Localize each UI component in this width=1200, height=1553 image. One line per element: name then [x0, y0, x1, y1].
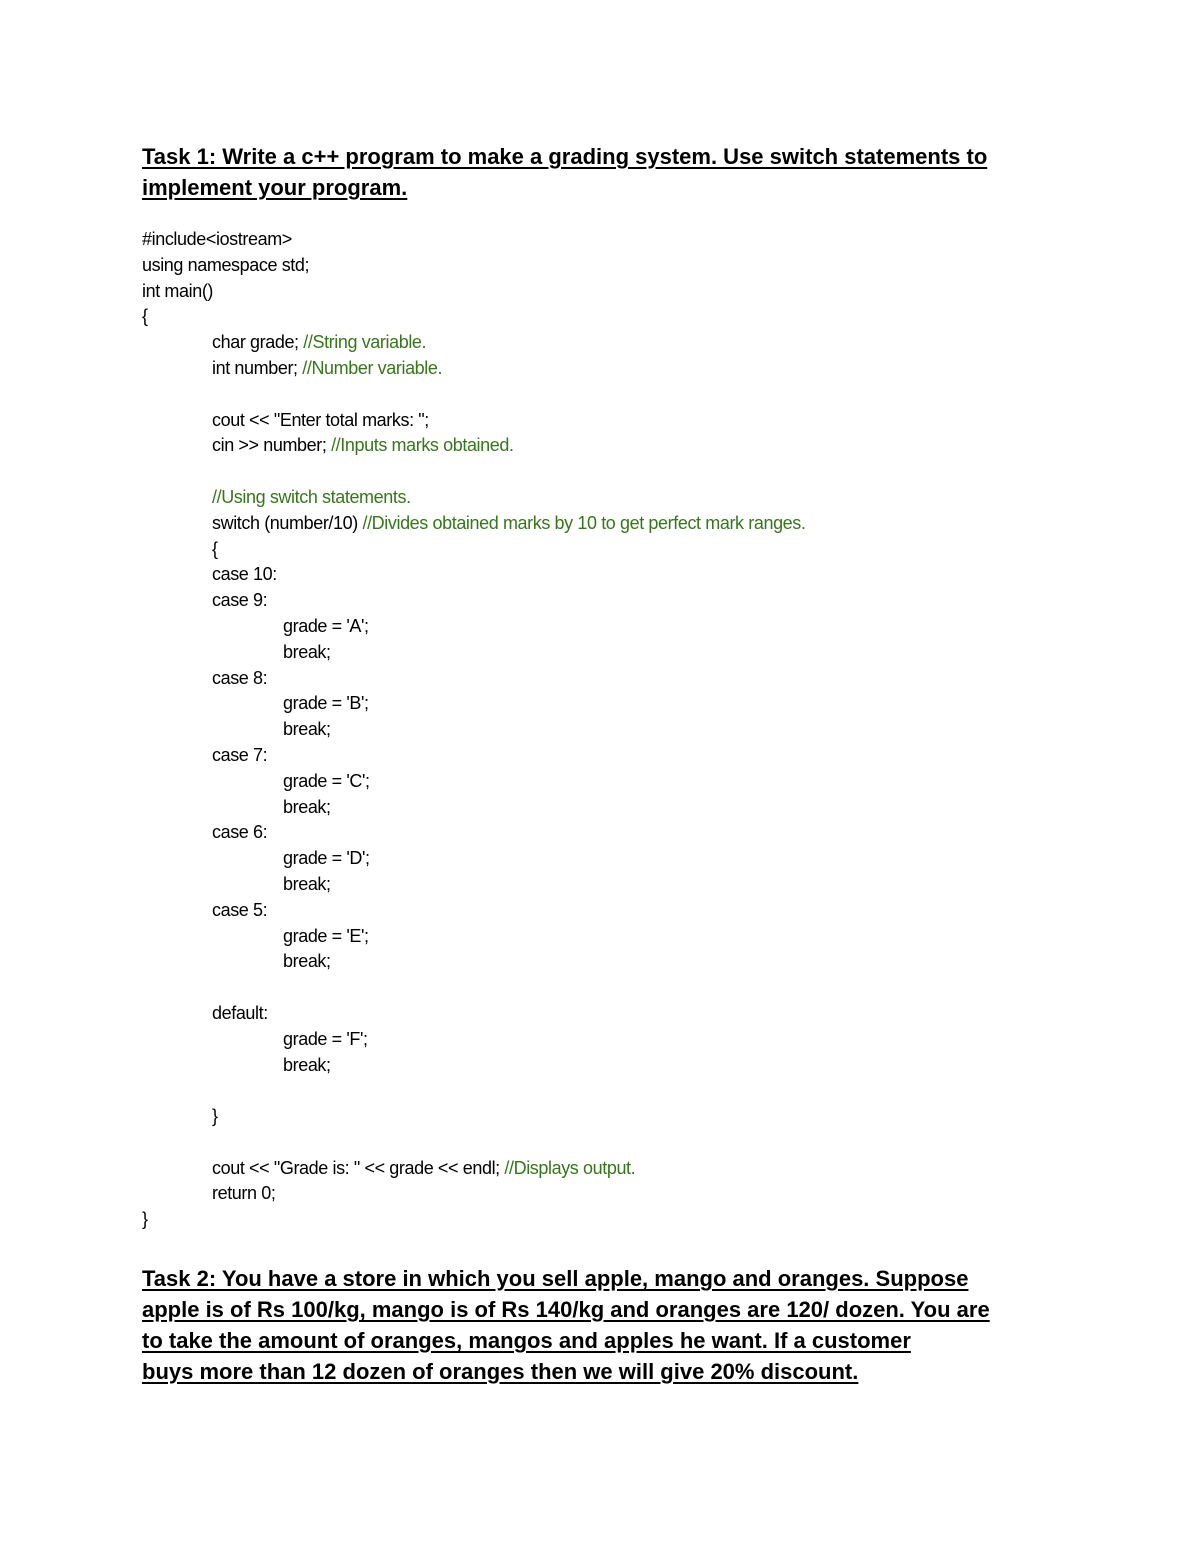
code-line	[142, 717, 1042, 743]
code-text: grade = 'E';	[283, 925, 369, 946]
task1-heading-line: Task 1: Write a c++ program to make a grading system. Use switch statements to	[142, 144, 988, 169]
code-comment: //Divides obtained marks by 10 to get perfect mark ranges.	[362, 512, 806, 533]
code-text: break;	[283, 951, 331, 972]
code-text: cout << "Grade is: " << grade << endl;	[212, 1157, 505, 1178]
code-text: default:	[212, 1002, 268, 1023]
code-line	[142, 743, 1042, 769]
code-comment: //String variable.	[303, 332, 427, 353]
code-comment: //Displays output.	[504, 1157, 636, 1178]
code-text: case 7:	[212, 744, 268, 765]
code-text: switch (number/10)	[212, 512, 363, 533]
task1-heading-line: implement your program.	[142, 175, 408, 200]
code-line	[142, 1181, 1042, 1207]
code-text: int main()	[142, 280, 214, 301]
code-line	[142, 1001, 1042, 1027]
code-line	[142, 382, 1042, 408]
code-line	[142, 949, 1042, 975]
code-text: {	[212, 538, 218, 559]
code-text: grade = 'C';	[283, 770, 370, 791]
code-line	[142, 795, 1042, 821]
code-line	[142, 640, 1042, 666]
code-text: cout << "Enter total marks: ";	[212, 409, 429, 430]
code-text: case 10:	[212, 564, 277, 585]
code-text: #include<iostream>	[142, 229, 292, 249]
code-text: break;	[283, 1054, 331, 1075]
code-line	[142, 537, 1042, 563]
code-text: break;	[283, 719, 331, 740]
code-comment: //Using switch statements.	[212, 486, 411, 507]
code-line	[142, 433, 1042, 459]
code-line	[142, 253, 1042, 279]
code-line	[142, 872, 1042, 898]
code-line	[142, 279, 1042, 305]
code-line	[142, 924, 1042, 950]
code-text: }	[212, 1106, 218, 1127]
code-text: }	[142, 1209, 148, 1230]
code-comment: //Number variable.	[302, 357, 443, 378]
code-text: char grade;	[212, 332, 304, 353]
code-line	[142, 769, 1042, 795]
code-text: grade = 'A';	[283, 615, 369, 636]
code-line	[142, 691, 1042, 717]
task2-heading-line: buys more than 12 dozen of oranges then we will give 20% discount.	[142, 1359, 859, 1384]
task1-heading	[142, 141, 1062, 203]
task2-heading-line: to take the amount of oranges, mangos and apples he want. If a customer	[142, 1328, 911, 1353]
code-text: cin >> number;	[212, 435, 332, 456]
code-text: break;	[283, 796, 331, 817]
code-line	[142, 1130, 1042, 1156]
code-comment: //Inputs marks obtained.	[331, 435, 514, 456]
code-line	[142, 485, 1042, 511]
code-line	[142, 1027, 1042, 1053]
code-text: case 8:	[212, 667, 268, 688]
code-text: using namespace std;	[142, 254, 310, 275]
code-text: grade = 'F';	[283, 1028, 368, 1049]
code-line	[142, 459, 1042, 485]
code-line	[142, 898, 1042, 924]
code-line	[142, 1053, 1042, 1079]
code-text: return 0;	[212, 1183, 276, 1204]
code-text: break;	[283, 641, 331, 662]
code-text: case 6:	[212, 822, 268, 843]
code-line	[142, 1207, 1042, 1233]
code-text: {	[142, 306, 148, 327]
code-line	[142, 408, 1042, 434]
code-line	[142, 588, 1042, 614]
code-line	[142, 1156, 1042, 1182]
code-text: grade = 'B';	[283, 693, 369, 714]
code-line	[142, 562, 1042, 588]
task2-heading-line: Task 2: You have a store in which you sell apple, mango and oranges. Suppose	[142, 1266, 969, 1291]
code-text: int number;	[212, 357, 303, 378]
code-text: grade = 'D';	[283, 848, 370, 869]
code-line	[142, 330, 1042, 356]
code-text: case 9:	[212, 590, 268, 611]
task2-heading-line: apple is of Rs 100/kg, mango is of Rs 140/kg and oranges are 120/ dozen. You are	[142, 1297, 990, 1322]
code-line	[142, 304, 1042, 330]
code-text: break;	[283, 873, 331, 894]
code-line	[142, 846, 1042, 872]
code-line	[142, 356, 1042, 382]
code-line	[142, 820, 1042, 846]
task2-heading	[142, 1263, 1062, 1387]
code-line	[142, 227, 1042, 253]
code-listing	[142, 227, 1042, 1233]
code-line	[142, 975, 1042, 1001]
code-line	[142, 666, 1042, 692]
code-line	[142, 1104, 1042, 1130]
code-text: case 5:	[212, 899, 268, 920]
code-line	[142, 614, 1042, 640]
code-line	[142, 511, 1042, 537]
code-line	[142, 1078, 1042, 1104]
